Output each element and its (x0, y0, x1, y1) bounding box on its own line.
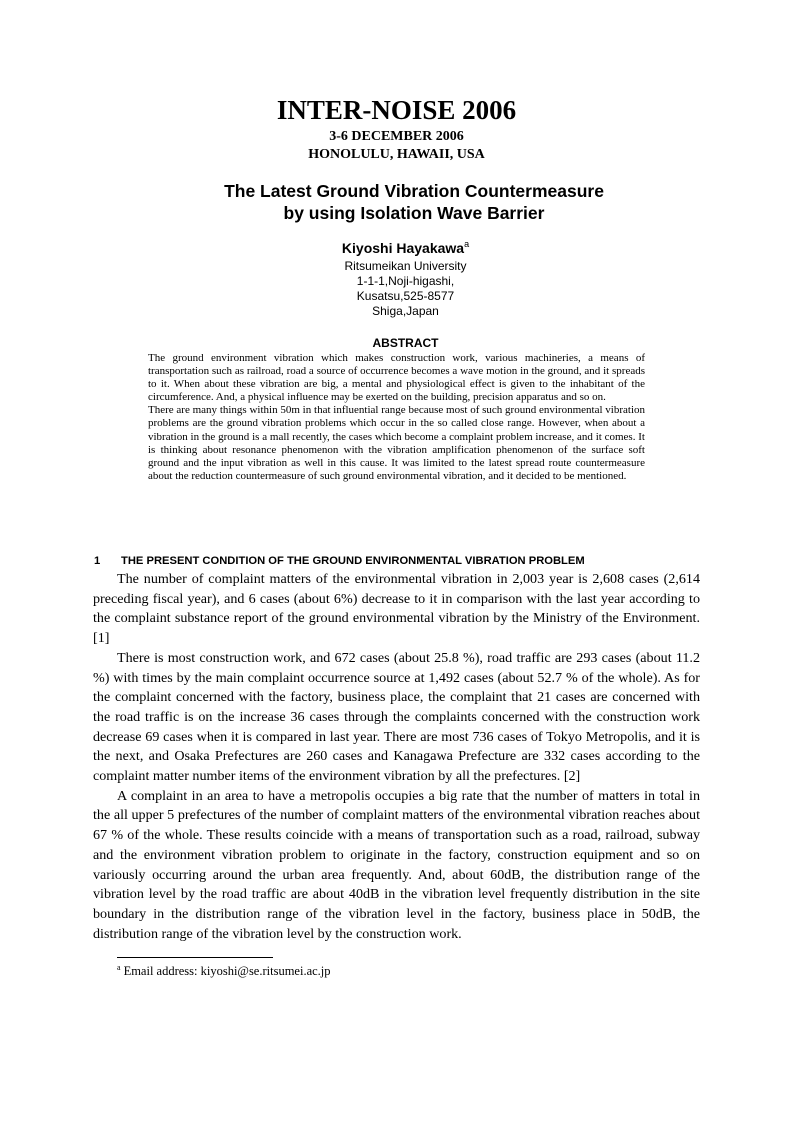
body-paragraph: The number of complaint matters of the environmental vibration in 2,003 year is 2,608 cases (2,614 preceding fiscal year), and 6 cases (about 6%) decrease to it in comparison with the last year according to the complaint substance report of the ground environmental vibration by the Ministry of the Environment.[1] (93, 571, 700, 647)
section-title: THE PRESENT CONDITION OF THE GROUND ENVIRONMENTAL VIBRATION PROBLEM (121, 555, 585, 567)
body-paragraph: There is most construction work, and 672 cases (about 25.8 %), road traffic are 293 cases (about 11.2 %) with times by the main complaint occurrence source at 1,492 cases (about 52.7 % of the whole). As for the complaint concerned with the factory, business place, the complaint that 21 cases are concerned with the road traffic is on the increase 36 cases through the complaints concerned with the construction work decrease 69 cases when it is compared in last year. There are most 736 cases of Tokyo Metropolis, and it is the next, and Osaka Prefectures are 260 cases and Kanagawa Prefecture are 332 cases according to the complaint matter number items of the environment vibration by all the prefectures. [2] (93, 649, 700, 785)
abstract-body (148, 352, 645, 483)
conference-dates: 3-6 DECEMBER 2006 (329, 129, 464, 144)
conference-location: HONOLULU, HAWAII, USA (308, 147, 485, 162)
section-heading (94, 554, 714, 568)
section-body (93, 570, 700, 944)
author-affiliation (0, 259, 793, 319)
author-name (0, 238, 793, 258)
section-number: 1 (94, 555, 101, 567)
paper-title (0, 180, 793, 224)
paper-title-line2: by using Isolation Wave Barrier (283, 203, 545, 223)
abstract-paragraph: There are many things within 50m in that influential range because most of such ground environmental vibration problems are the ground vibration problems which occur in the so called close range. However, when about a vibration in the ground is a mall recently, the cases which become a complaint problem increase, and it comes. It is thinking about resonance phenomenon with the vibration amplification phenomenon of the surface soft ground and the input vibration as well in this cause. It was limited to the latest spread route countermeasure about the reduction countermeasure of such ground environmental vibration, and it decided to be mentioned. (148, 404, 645, 482)
affiliation-line: Ritsumeikan University (344, 259, 467, 273)
footnote-divider (117, 957, 273, 958)
affiliation-line: Kusatsu,525-8577 (356, 289, 455, 303)
affiliation-line: Shiga,Japan (372, 304, 439, 318)
footnote (117, 963, 331, 979)
affiliation-line: 1-1-1,Noji-higashi, (356, 274, 455, 288)
author-name-text: Kiyoshi Hayakawa (341, 240, 465, 256)
footnote-marker: a (117, 963, 121, 972)
paper-title-line1: The Latest Ground Vibration Countermeasure (224, 181, 604, 201)
footnote-text: Email address: kiyoshi@se.ritsumei.ac.jp (123, 964, 331, 978)
abstract-paragraph: The ground environment vibration which makes construction work, various machineries, a means of transportation such as railroad, road a source of occurrence becomes a wave motion in the ground, and it spreads to it. When about these vibration are big, a mental and physiological effect is given to the inhabitant of the circumference. And, a physical influence may be exerted on the building, precision apparatus and so on. (148, 352, 645, 404)
body-paragraph: A complaint in an area to have a metropolis occupies a big rate that the number of matters in total in the all upper 5 prefectures of the number of complaint matters of the environmental vibration reaches about 67 % of the whole. These results coincide with a means of transportation such as a road, railroad, subway and the environment vibration problem to originate in the factory, construction equipment and so on variously occurring around the urban area frequently. And, about 60dB, the distribution range of the vibration level by the road traffic are about 40dB in the vibration level frequently distribution in the site boundary in the distribution range of the vibration level in the factory, business place in 50dB, the distribution range of the vibration level by the construction work. (93, 787, 700, 942)
abstract-heading: ABSTRACT (372, 336, 439, 350)
conference-title: INTER-NOISE 2006 (276, 95, 517, 125)
author-footnote-marker: a (464, 239, 470, 249)
